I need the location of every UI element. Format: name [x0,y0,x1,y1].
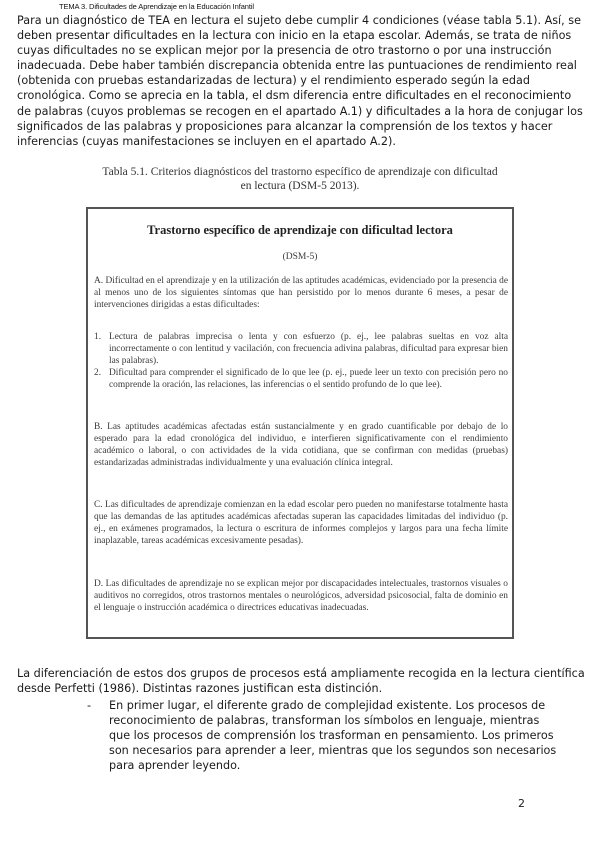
intro-paragraph: Para un diagnóstico de TEA en lectura el sujeto debe cumplir 4 condiciones (véase tabla 5.1). Así, se deben presentar dificultades en la lectura con inicio en la etapa escolar. Además, se trata de niños cuyas dificultades no se explican mejor por la presencia de otro trastorno o por una instrucción inadecuada. Debe haber también discrepancia obtenida entre las puntuaciones de rendimiento real (obtenida con pruebas estandarizadas de lectura) y el rendimiento esperado según la edad cronológica. Como se aprecia en la tabla, el dsm diferencia entre dificultades en el reconocimiento de palabras (cuyos problemas se recogen en el apartado A.1) y dificultades a la hora de conjugar los significados de las palabras y proposiciones para alcanzar la comprensión de los textos y hacer inferencias (cuyas manifestaciones se incluyen en el apartado A.2). [17,14,583,148]
criteria-table-title: Trastorno específico de aprendizaje con dificultad lectora [147,223,453,237]
table-caption [60,165,540,193]
running-header: TEMA 3. Dificultades de Aprendizaje en la Educación Infantil [59,2,254,11]
symptom-item [94,367,508,391]
symptom-number: 2. [94,368,102,379]
table-caption-line-2: en lectura (DSM-5 2013). [240,180,360,192]
bullet-text: En primer lugar, el diferente grado de complejidad existente. Los procesos de reconocimiento de palabras, transforman los símbolos en lenguaje, mientras que los procesos de comprensión los trasforman en pensamiento. Los primeros son necesarios para aprender a leer, mientras que los segundos son necesarios para aprender leyendo. [109,699,557,773]
criterion-a: A. Dificultad en el aprendizaje y en la utilización de las aptitudes académicas, evidenciado por la presencia de al menos uno de los siguientes síntomas que han persistido por lo menos durante 6 meses, a pesar de intervenciones dirigidas a estas dificultades: [94,276,508,311]
criteria-table-box [86,207,514,639]
criterion-d: D. Las dificultades de aprendizaje no se explican mejor por discapacidades intelectuales, trastornos visuales o auditivos no corregidos, otros trastornos mentales o neurológicos, adversidad psicosocial, falta de dominio en el lenguaje o instrucción académica o directrices educativas inadecuadas. [94,579,508,614]
criterion-c: C. Las dificultades de aprendizaje comienzan en la edad escolar pero pueden no manifestarse totalmente hasta que las demandas de las aptitudes académicas afectadas superan las capacidades limitadas del individuo (p. ej., en exámenes programados, la lectura o escritura de informes complejos y largos para una fecha límite inaplazable, tareas académicas excesivamente pesadas). [94,500,508,547]
criteria-table-subtitle: (DSM-5) [282,252,318,262]
symptom-text: Lectura de palabras imprecisa o lenta y con esfuerzo (p. ej., lee palabras sueltas en voz alta incorrectamente o con lentitud y vacilación, con frecuencia adivina palabras, dificultad para expresar bien las palabras). [109,332,508,367]
criterion-a-symptom-list [94,331,508,391]
page-number: 2 [518,797,525,810]
outro-paragraph: La diferenciación de estos dos grupos de procesos está ampliamente recogida en la lectura científica desde Perfetti (1986). Distintas razones justifican esta distinción. [17,667,585,696]
symptom-number: 1. [94,332,102,342]
symptom-item [94,331,508,367]
symptom-text: Dificultad para comprender el significado de lo que lee (p. ej., puede leer un texto con precisión pero no comprende la oración, las relaciones, las inferencias o el sentido profundo de lo que lee). [109,368,508,391]
table-caption-line-1: Tabla 5.1. Criterios diagnósticos del trastorno específico de aprendizaje con dificultad [102,166,498,178]
bullet-marker: - [87,699,92,712]
criterion-b: B. Las aptitudes académicas afectadas están sustancialmente y en grado cuantificable por debajo de lo esperado para la edad cronológica del individuo, e interfieren significativamente con el rendimiento académico o laboral, o con actividades de la vida cotidiana, que se confirman con medidas (pruebas) estandarizadas administradas individualmente y una evaluación clínica integral. [94,422,508,469]
